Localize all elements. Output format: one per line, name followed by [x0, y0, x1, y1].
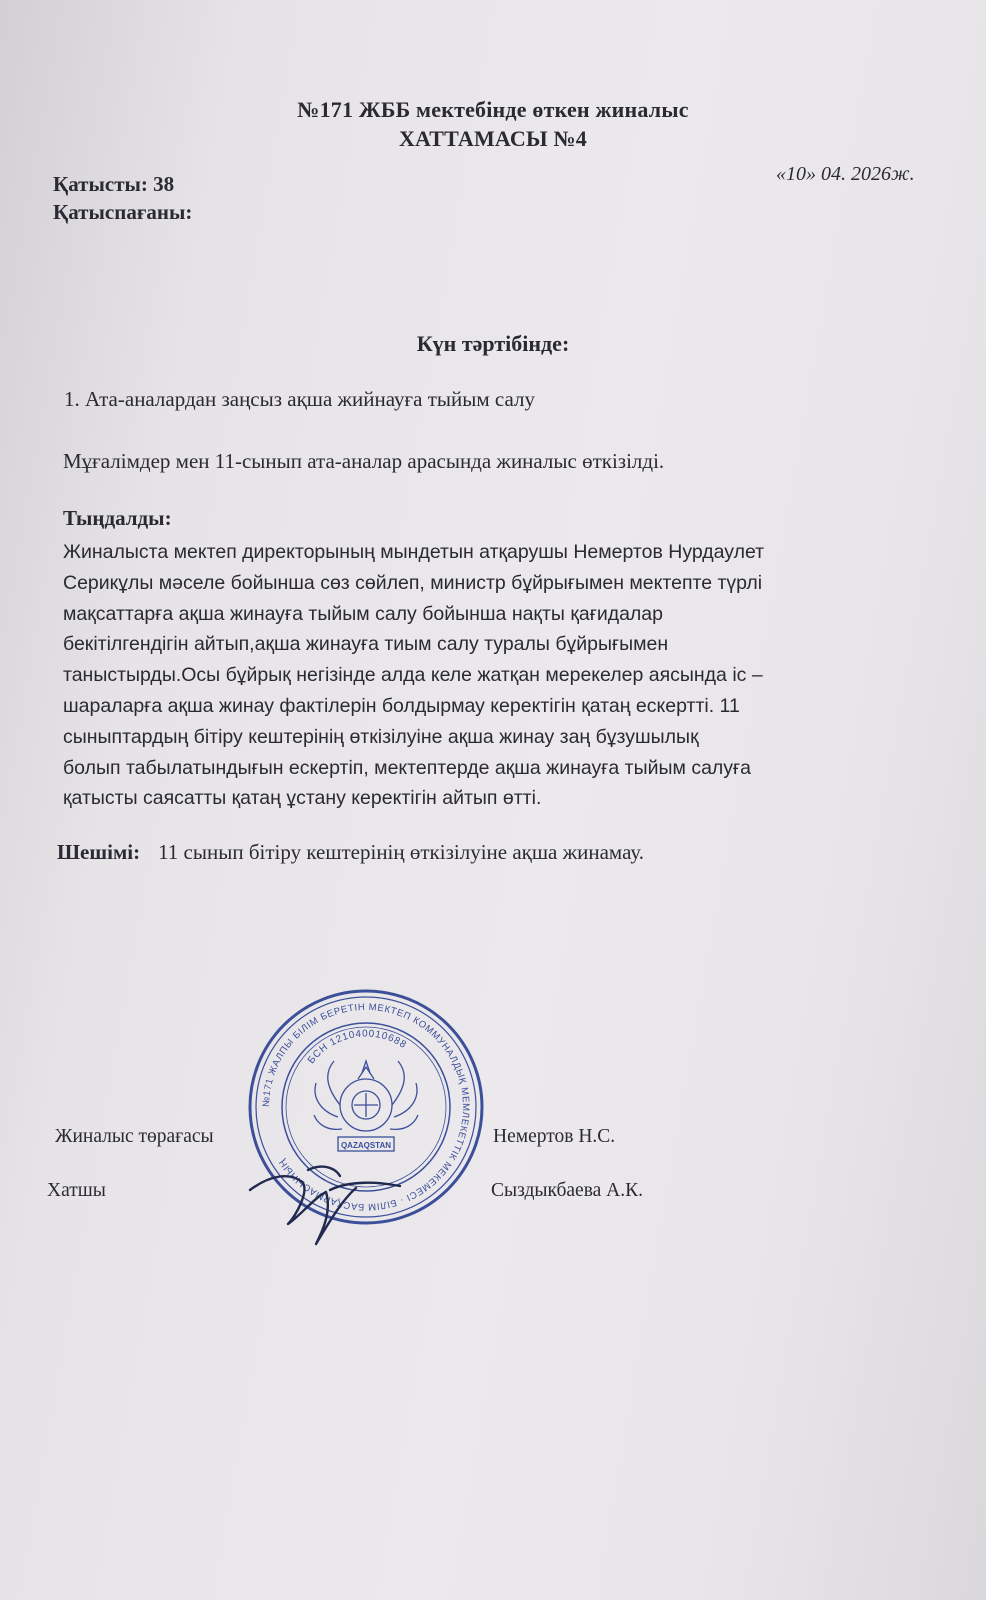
secretary-role: Хатшы: [47, 1180, 106, 1201]
agenda-item-1: 1. Ата-аналардан заңсыз ақша жийнауға тыйым салу: [64, 387, 535, 411]
heard-body: [63, 537, 963, 814]
heard-line: шараларға ақша жинау фактілерін болдырмау керектігін қатаң ескертті. 11: [63, 694, 740, 717]
svg-text:БСН 121040010688: [306, 1028, 409, 1066]
seal-ring-text: №171 ЖАЛПЫ БІЛІМ БЕРЕТІН МЕКТЕП КОММУНАЛДЫҚ МЕМЛЕКЕТТІК МЕКЕМЕСІ · БІЛІМ БАСҚАРМАСЫНЫҢ: [260, 1001, 472, 1213]
heard-line: болып табылатындығын ескертіп, мектептерде ақша жинауға тыйым салуға: [63, 756, 751, 779]
heard-line: сыныптардың бітіру кештерінің өткізілуіне ақша жинау заң бұзушылық: [63, 725, 699, 748]
heard-line: қатысты саясатты қатаң ұстану керектігін айтып өтті.: [63, 787, 542, 810]
heard-line: Серикұлы мәселе бойынша сөз сөйлеп, министр бұйрығымен мектепте түрлі: [63, 571, 763, 594]
heard-line: бекітілгендігін айтып,ақша жинауға тиым салу туралы бұйрығымен: [63, 633, 669, 656]
attendance-present: Қатысты: 38: [53, 172, 175, 196]
heard-line: таныстырды.Осы бұйрық негізінде алда келе жатқан мерекелер аясында іс –: [63, 664, 763, 687]
attendance-absent: Қатыспағаны:: [53, 200, 193, 224]
seal-country: QAZAQSTAN: [340, 1141, 392, 1150]
document-title-line1: №171 ЖББ мектебінде өткен жиналыс: [297, 97, 689, 122]
meeting-intro: Мұғалімдер мен 11-сынып ата-аналар арасында жиналыс өткізілді.: [63, 449, 665, 473]
chair-name: Немертов Н.С.: [493, 1126, 616, 1147]
heard-line: мақсаттарға ақша жинауға тыйым салу бойынша нақты қағидалар: [63, 602, 663, 625]
decision: [57, 840, 644, 865]
heard-line: Жиналыста мектеп директорының мындетын атқарушы Немертов Нурдаулет: [63, 541, 765, 563]
agenda-heading: Күн тәртібінде:: [416, 331, 570, 356]
document-date: «10» 04. 2026ж.: [776, 163, 915, 185]
handwritten-signature-icon: [230, 1120, 430, 1260]
secretary-name: Сыздыкбаева А.К.: [491, 1180, 644, 1201]
document-title-line2: ХАТТАМАСЫ №4: [398, 126, 588, 151]
heard-heading: Тыңдалды:: [63, 506, 172, 530]
decision-text: 11 сынып бітіру кештерінің өткізілуіне ақша жинамау.: [158, 840, 644, 864]
seal-bsn: БСН 121040010688: [305, 1028, 409, 1067]
decision-label: Шешімі:: [57, 840, 141, 864]
chair-role: Жиналыс төрағасы: [55, 1126, 214, 1147]
